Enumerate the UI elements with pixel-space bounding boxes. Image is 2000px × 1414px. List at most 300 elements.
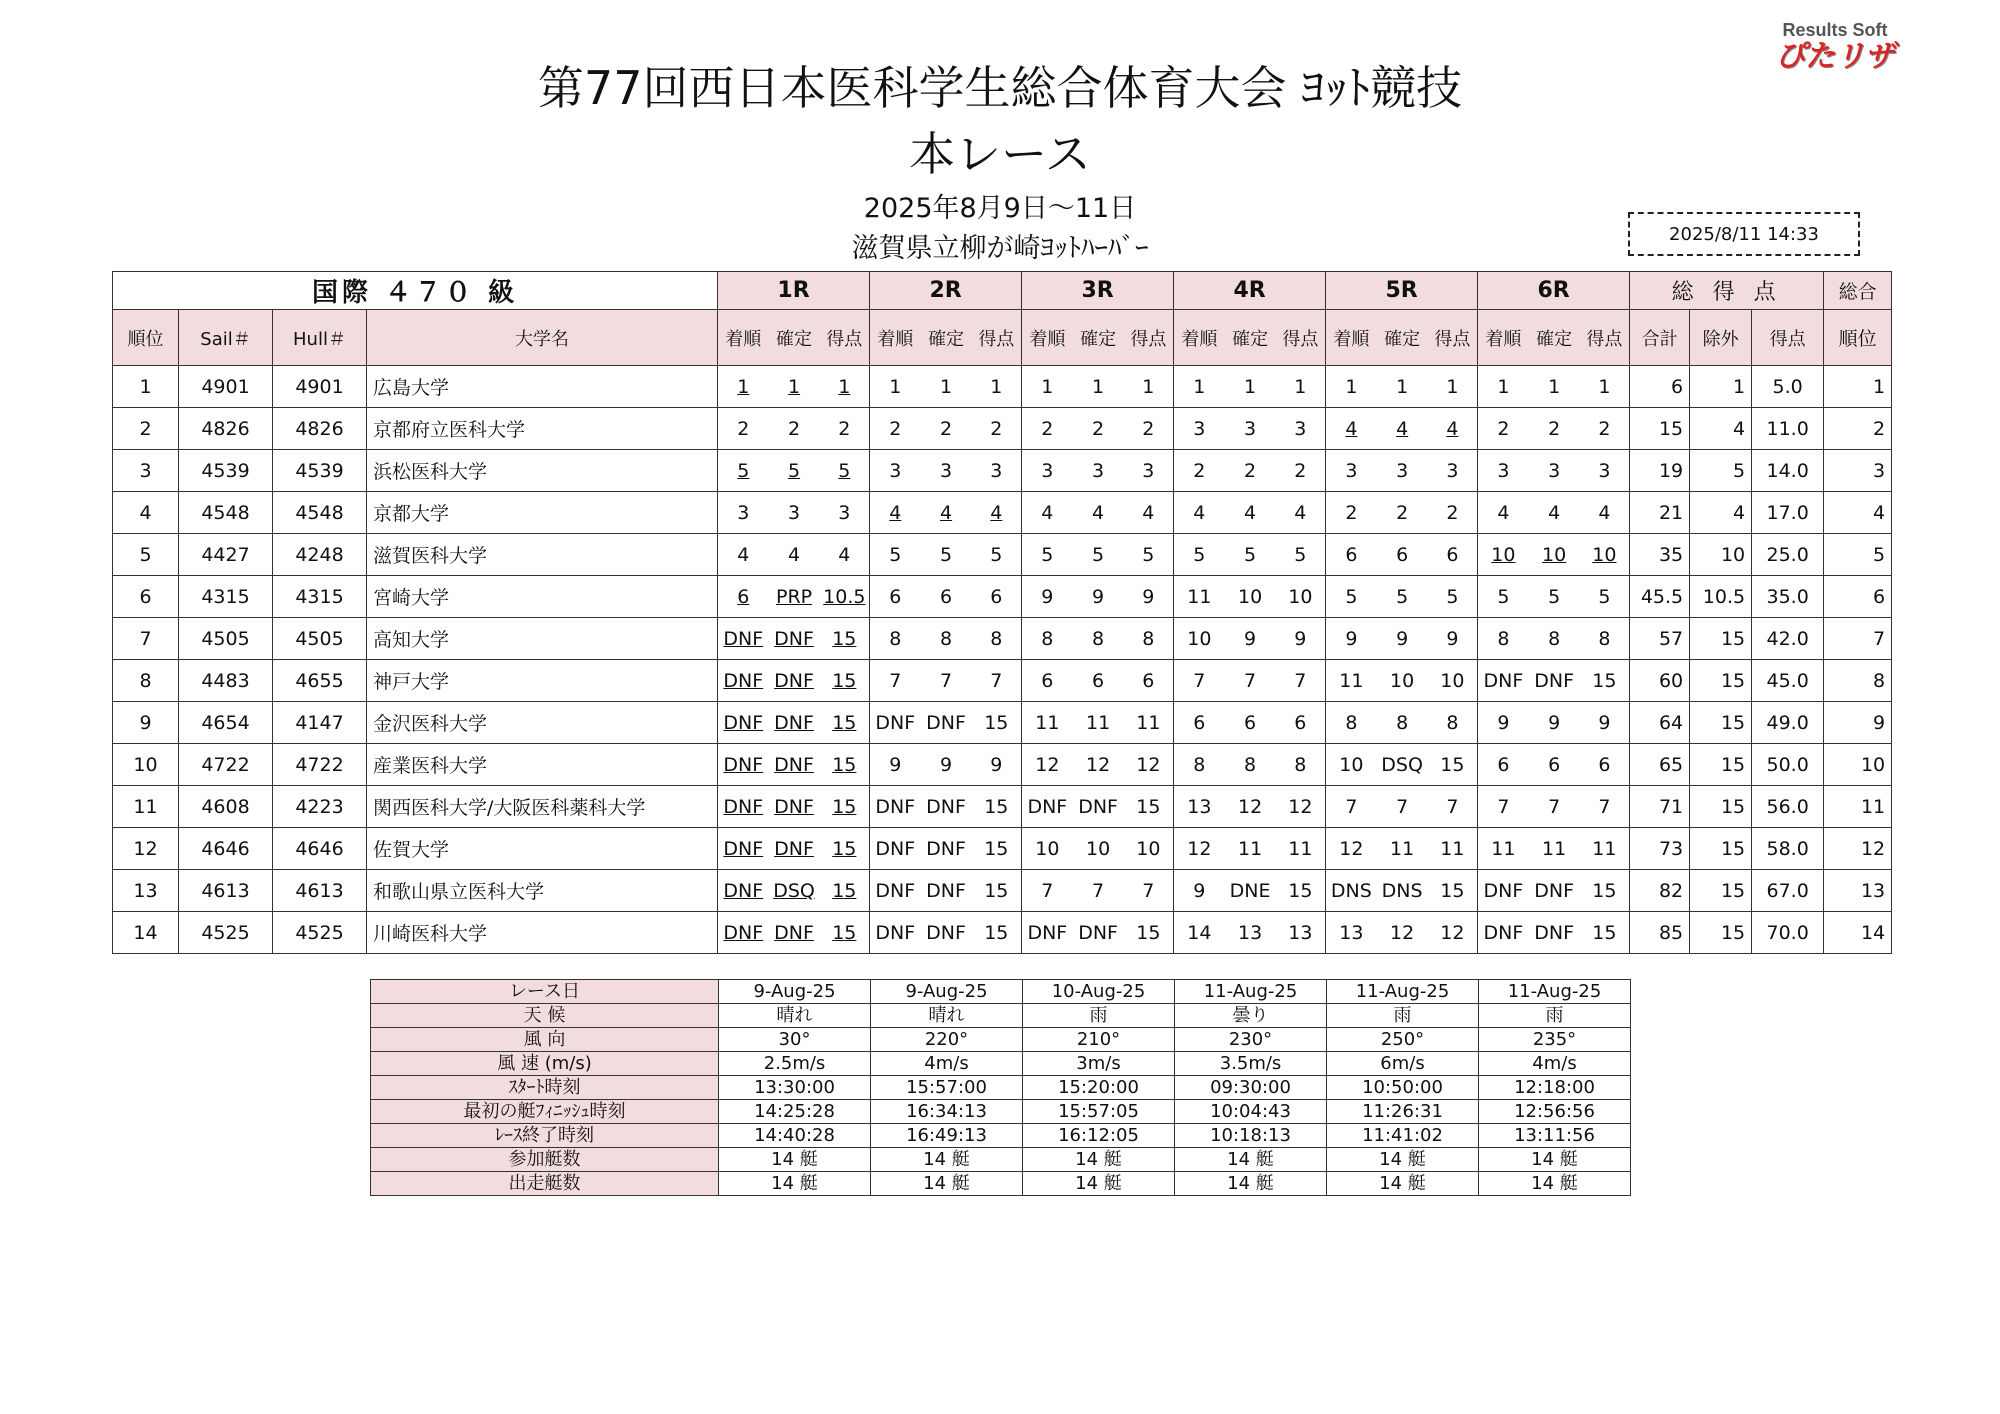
race-5-cell [1326, 744, 1377, 786]
total-cell: 60 [1630, 660, 1690, 702]
race-3-cell [1124, 702, 1174, 744]
university-name-cell: 関西医科大学/大阪医科薬科大学 [367, 786, 718, 828]
race-result-value: 15 [1440, 879, 1465, 902]
race-1-cell [820, 408, 870, 450]
condition-value: 15:57:05 [1023, 1100, 1175, 1124]
race-result-value: 9 [1193, 879, 1206, 902]
university-name-cell: 京都大学 [367, 492, 718, 534]
condition-label: 参加艇数 [371, 1148, 719, 1172]
race-result-value: 9 [1446, 627, 1459, 650]
race-result-value: DNE [1229, 879, 1271, 902]
race-result-value: 5 [1548, 585, 1561, 608]
race-1-cell [820, 366, 870, 408]
overall-rank-cell: 7 [1824, 618, 1892, 660]
race-result-value: 3 [737, 501, 750, 524]
condition-value: 雨 [1023, 1004, 1175, 1028]
table-row [113, 408, 1892, 450]
hull-col-header: Hull＃ [273, 310, 367, 366]
race-result-value: 15 [984, 795, 1009, 818]
sail-number-cell: 4608 [179, 786, 273, 828]
condition-value: 6m/s [1327, 1052, 1479, 1076]
race-result-value: 2 [737, 417, 750, 440]
condition-row [371, 1004, 1631, 1028]
score-cell: 35.0 [1752, 576, 1824, 618]
race-result-value: 10 [1288, 585, 1313, 608]
race-6-cell [1529, 702, 1580, 744]
race-result-value: 7 [1193, 669, 1206, 692]
race-3-cell [1022, 870, 1073, 912]
race-4-cell [1225, 828, 1276, 870]
race-result-value: 1 [737, 375, 750, 398]
rank-cell: 11 [113, 786, 179, 828]
race-2-cell [870, 828, 921, 870]
race-result-value: 15 [984, 711, 1009, 734]
race-result-value: 7 [1345, 795, 1358, 818]
race-2-cell [870, 534, 921, 576]
condition-value: 14 艇 [1327, 1148, 1479, 1172]
condition-value: 13:30:00 [719, 1076, 871, 1100]
race-2-cell [972, 492, 1022, 534]
race-result-value: 1 [1345, 375, 1358, 398]
university-name-cell: 京都府立医科大学 [367, 408, 718, 450]
event-dates: 2025年8月9日～11日 [863, 193, 1137, 224]
race-3-cell [1022, 366, 1073, 408]
race-result-value: 9 [1396, 627, 1409, 650]
race-6-cell [1529, 828, 1580, 870]
race-result-value: 4 [737, 543, 750, 566]
race-result-value: 9 [1041, 585, 1054, 608]
race-result-value: 8 [1446, 711, 1459, 734]
race-5-cell [1326, 702, 1377, 744]
race-1-sub-header: 着順 [718, 310, 769, 366]
race-result-value: 8 [1497, 627, 1510, 650]
race-5-cell [1326, 408, 1377, 450]
race-5-cell [1377, 618, 1428, 660]
hull-number-cell: 4901 [273, 366, 367, 408]
race-6-cell [1478, 660, 1529, 702]
race-result-value: 12 [1440, 921, 1465, 944]
race-3-cell [1022, 534, 1073, 576]
sail-number-cell: 4483 [179, 660, 273, 702]
race-2-cell [972, 828, 1022, 870]
race-2-cell [870, 744, 921, 786]
race-4-sub-header: 着順 [1174, 310, 1225, 366]
race-3-cell [1073, 870, 1124, 912]
race-result-value: 4 [1548, 501, 1561, 524]
race-2-cell [921, 492, 972, 534]
race-6-cell [1529, 450, 1580, 492]
race-3-cell [1022, 786, 1073, 828]
race-conditions-table [370, 979, 1631, 1196]
race-result-value: DNF [1027, 795, 1068, 818]
race-result-value: 6 [1193, 711, 1206, 734]
condition-label: 風 速 (m/s) [371, 1052, 719, 1076]
race-3-cell [1073, 702, 1124, 744]
race-2-cell [870, 870, 921, 912]
race-result-value: 5 [990, 543, 1003, 566]
condition-value: 16:49:13 [871, 1124, 1023, 1148]
race-4-cell [1225, 618, 1276, 660]
race-result-value: 3 [940, 459, 953, 482]
university-name-cell: 佐賀大学 [367, 828, 718, 870]
condition-row [371, 1100, 1631, 1124]
condition-value: 250° [1327, 1028, 1479, 1052]
results-header [113, 272, 1892, 366]
race-5-sub-header: 得点 [1428, 310, 1478, 366]
race-result-value: DNF [926, 879, 966, 902]
overall-rank-cell: 14 [1824, 912, 1892, 954]
race-result-value: 7 [1294, 669, 1307, 692]
race-result-value: 1 [1446, 375, 1459, 398]
condition-value: 晴れ [871, 1004, 1023, 1028]
condition-value: 14 艇 [1479, 1148, 1631, 1172]
race-1-cell [718, 744, 769, 786]
race-header-5: 5R [1326, 272, 1478, 310]
race-3-cell [1124, 576, 1174, 618]
race-result-value: 5 [1497, 585, 1510, 608]
race-result-value: 15 [984, 921, 1009, 944]
race-3-cell [1073, 786, 1124, 828]
race-result-value: 12 [1085, 753, 1111, 776]
race-result-value: 7 [889, 669, 902, 692]
race-2-cell [972, 618, 1022, 660]
race-result-value: 6 [990, 585, 1003, 608]
race-result-value: DNF [926, 921, 966, 944]
race-4-cell [1174, 366, 1225, 408]
condition-row [371, 1172, 1631, 1196]
race-result-value: 15 [984, 879, 1009, 902]
condition-value: 4m/s [1479, 1052, 1631, 1076]
race-result-value: 8 [1092, 627, 1105, 650]
race-6-cell [1529, 366, 1580, 408]
race-result-value: 1 [1396, 375, 1409, 398]
race-result-value: 5 [1294, 543, 1307, 566]
race-result-value: 4 [1193, 501, 1206, 524]
race-result-value: 5 [1193, 543, 1206, 566]
race-result-value: DSQ [1381, 753, 1423, 776]
total-cell: 85 [1630, 912, 1690, 954]
race-result-value: 3 [1598, 459, 1611, 482]
condition-value: 10-Aug-25 [1023, 980, 1175, 1004]
race-result-value: DNF [1483, 879, 1524, 902]
university-name-cell: 広島大学 [367, 366, 718, 408]
race-result-value: DNF [723, 921, 764, 944]
race-1-cell [820, 576, 870, 618]
race-4-sub-header: 得点 [1276, 310, 1326, 366]
race-result-value: 1 [1548, 375, 1561, 398]
total-sub-header: 除外 [1690, 310, 1752, 366]
race-6-cell [1478, 366, 1529, 408]
race-4-cell [1276, 786, 1326, 828]
race-result-value: 11 [1035, 711, 1060, 734]
race-result-value: 8 [940, 627, 953, 650]
condition-value: 16:12:05 [1023, 1124, 1175, 1148]
race-result-value: 12 [1187, 837, 1212, 860]
race-result-value: 13 [1339, 921, 1364, 944]
total-cell: 71 [1630, 786, 1690, 828]
race-result-value: 8 [1598, 627, 1611, 650]
race-result-value: 12 [1035, 753, 1060, 776]
condition-value: 12:56:56 [1479, 1100, 1631, 1124]
race-1-cell [718, 408, 769, 450]
race-result-value: 10 [1390, 669, 1415, 692]
race-result-value: 9 [1244, 627, 1257, 650]
race-result-value: 3 [1497, 459, 1510, 482]
race-6-sub-header: 着順 [1478, 310, 1529, 366]
excluded-cell: 4 [1690, 492, 1752, 534]
total-cell: 73 [1630, 828, 1690, 870]
race-result-value: 4 [1345, 417, 1358, 440]
race-6-cell [1580, 576, 1630, 618]
class-name: 国際 ４７０ 級 [113, 272, 718, 310]
overall-rank-cell: 13 [1824, 870, 1892, 912]
race-result-value: 8 [1142, 627, 1155, 650]
race-5-cell [1326, 912, 1377, 954]
condition-value: 10:04:43 [1175, 1100, 1327, 1124]
race-result-value: DNF [774, 753, 814, 776]
timestamp-box: 2025/8/11 14:33 [1628, 212, 1860, 256]
results-body [113, 366, 1892, 954]
overall-header: 総合 [1824, 272, 1892, 310]
race-6-cell [1478, 450, 1529, 492]
race-result-value: 11 [1592, 837, 1617, 860]
race-3-cell [1073, 576, 1124, 618]
table-row [113, 660, 1892, 702]
race-result-value: 15 [832, 753, 857, 776]
race-1-cell [769, 702, 820, 744]
race-result-value: 2 [940, 417, 953, 440]
overall-rank-cell: 8 [1824, 660, 1892, 702]
race-result-value: 6 [940, 585, 953, 608]
race-2-cell [921, 744, 972, 786]
rank-cell: 13 [113, 870, 179, 912]
race-1-cell [718, 912, 769, 954]
race-4-cell [1276, 618, 1326, 660]
race-result-value: 2 [838, 417, 851, 440]
race-5-cell [1326, 450, 1377, 492]
race-2-cell [921, 786, 972, 828]
excluded-cell: 15 [1690, 660, 1752, 702]
race-result-value: 7 [1142, 879, 1155, 902]
race-result-value: 11 [1339, 669, 1364, 692]
race-result-value: 2 [1446, 501, 1459, 524]
hull-number-cell: 4826 [273, 408, 367, 450]
race-result-value: 3 [1142, 459, 1155, 482]
race-result-value: DNF [723, 711, 764, 734]
race-3-cell [1073, 912, 1124, 954]
race-5-cell [1377, 744, 1428, 786]
race-5-cell [1377, 408, 1428, 450]
race-result-value: 15 [1592, 921, 1617, 944]
sail-number-cell: 4826 [179, 408, 273, 450]
race-result-value: 10.5 [823, 585, 866, 608]
race-result-value: 12 [1390, 921, 1415, 944]
race-result-value: 13 [1238, 921, 1263, 944]
race-3-cell [1073, 660, 1124, 702]
race-2-cell [870, 618, 921, 660]
logo-top-text: Results Soft [1782, 20, 1888, 40]
race-result-value: DNF [1078, 795, 1118, 818]
race-result-value: 12 [1339, 837, 1364, 860]
logo-main-text: ぴたリザ [1775, 39, 1895, 74]
condition-value: 14 艇 [1327, 1172, 1479, 1196]
race-result-value: 15 [832, 921, 857, 944]
excluded-cell: 10 [1690, 534, 1752, 576]
race-2-cell [921, 366, 972, 408]
race-1-cell [820, 660, 870, 702]
race-6-cell [1478, 744, 1529, 786]
table-row [113, 786, 1892, 828]
race-1-cell [769, 870, 820, 912]
race-6-cell [1529, 534, 1580, 576]
race-5-cell [1326, 828, 1377, 870]
condition-label: ｽﾀｰﾄ時刻 [371, 1076, 719, 1100]
race-result-value: 9 [1548, 711, 1561, 734]
rank-cell: 1 [113, 366, 179, 408]
race-header-4: 4R [1174, 272, 1326, 310]
race-3-cell [1124, 786, 1174, 828]
race-4-cell [1276, 408, 1326, 450]
race-result-value: 2 [1294, 459, 1307, 482]
race-4-cell [1276, 450, 1326, 492]
race-result-value: 4 [1092, 501, 1105, 524]
race-2-cell [921, 702, 972, 744]
overall-rank-cell: 9 [1824, 702, 1892, 744]
race-5-cell [1428, 534, 1478, 576]
rank-cell: 6 [113, 576, 179, 618]
race-3-cell [1124, 870, 1174, 912]
race-3-cell [1022, 702, 1073, 744]
race-6-cell [1580, 744, 1630, 786]
rank-cell: 2 [113, 408, 179, 450]
race-2-cell [921, 618, 972, 660]
race-2-cell [921, 408, 972, 450]
race-result-value: DSQ [773, 879, 815, 902]
total-sub-header: 合計 [1630, 310, 1690, 366]
race-3-sub-header: 得点 [1124, 310, 1174, 366]
condition-value: 曇り [1175, 1004, 1327, 1028]
race-2-cell [870, 576, 921, 618]
race-5-cell [1428, 450, 1478, 492]
overall-rank-cell: 3 [1824, 450, 1892, 492]
race-result-value: 6 [1294, 711, 1307, 734]
condition-value: 4m/s [871, 1052, 1023, 1076]
race-result-value: 11 [1390, 837, 1415, 860]
race-6-cell [1580, 618, 1630, 660]
race-result-value: 7 [1396, 795, 1409, 818]
race-6-cell [1580, 366, 1630, 408]
score-cell: 50.0 [1752, 744, 1824, 786]
overall-rank-cell: 4 [1824, 492, 1892, 534]
race-5-cell [1377, 576, 1428, 618]
race-5-cell [1428, 408, 1478, 450]
race-4-cell [1174, 786, 1225, 828]
race-result-value: 5 [1345, 585, 1358, 608]
race-result-value: 15 [832, 795, 857, 818]
race-3-cell [1124, 534, 1174, 576]
race-6-cell [1478, 576, 1529, 618]
score-cell: 17.0 [1752, 492, 1824, 534]
race-result-value: DNF [1483, 669, 1524, 692]
university-name-cell: 産業医科大学 [367, 744, 718, 786]
race-6-sub-header: 確定 [1529, 310, 1580, 366]
race-5-cell [1428, 870, 1478, 912]
race-2-cell [972, 534, 1022, 576]
condition-label: 天 候 [371, 1004, 719, 1028]
race-6-cell [1478, 618, 1529, 660]
race-result-value: 15 [1592, 669, 1617, 692]
race-result-value: DNF [1483, 921, 1524, 944]
overall-rank-cell: 1 [1824, 366, 1892, 408]
total-cell: 35 [1630, 534, 1690, 576]
race-4-cell [1225, 408, 1276, 450]
race-5-cell [1377, 870, 1428, 912]
sail-col-header: Sail＃ [179, 310, 273, 366]
race-5-cell [1428, 786, 1478, 828]
hull-number-cell: 4655 [273, 660, 367, 702]
race-4-cell [1276, 828, 1326, 870]
race-result-value: 11 [1136, 711, 1161, 734]
score-cell: 56.0 [1752, 786, 1824, 828]
rank-cell: 7 [113, 618, 179, 660]
rank-cell: 4 [113, 492, 179, 534]
race-result-value: 5 [1041, 543, 1054, 566]
race-6-cell [1529, 660, 1580, 702]
race-6-cell [1478, 870, 1529, 912]
race-4-cell [1174, 828, 1225, 870]
race-result-value: 2 [1497, 417, 1510, 440]
race-result-value: 15 [832, 669, 857, 692]
race-5-cell [1326, 576, 1377, 618]
race-6-sub-header: 得点 [1580, 310, 1630, 366]
race-result-value: 6 [889, 585, 902, 608]
race-2-cell [921, 912, 972, 954]
race-5-cell [1326, 492, 1377, 534]
race-result-value: 8 [889, 627, 902, 650]
race-3-cell [1124, 912, 1174, 954]
score-cell: 11.0 [1752, 408, 1824, 450]
hull-number-cell: 4646 [273, 828, 367, 870]
race-2-cell [870, 408, 921, 450]
race-5-cell [1428, 366, 1478, 408]
race-2-cell [972, 744, 1022, 786]
race-result-value: 4 [1142, 501, 1155, 524]
race-3-cell [1124, 828, 1174, 870]
race-3-cell [1022, 450, 1073, 492]
race-1-cell [718, 534, 769, 576]
race-result-value: 8 [1041, 627, 1054, 650]
race-1-cell [718, 450, 769, 492]
table-row [113, 828, 1892, 870]
race-result-value: DNF [723, 879, 764, 902]
race-result-value: 7 [1244, 669, 1257, 692]
condition-value: 11:41:02 [1327, 1124, 1479, 1148]
race-1-sub-header: 得点 [820, 310, 870, 366]
race-1-cell [769, 492, 820, 534]
race-3-cell [1124, 744, 1174, 786]
condition-row [371, 1028, 1631, 1052]
race-6-cell [1529, 492, 1580, 534]
race-result-value: 3 [1396, 459, 1409, 482]
race-result-value: DNF [723, 627, 764, 650]
condition-value: 3m/s [1023, 1052, 1175, 1076]
race-3-cell [1022, 912, 1073, 954]
race-result-value: 5 [1092, 543, 1105, 566]
condition-value: 10:18:13 [1175, 1124, 1327, 1148]
rank-col-header: 順位 [113, 310, 179, 366]
race-result-value: 4 [1497, 501, 1510, 524]
overall-rank-cell: 10 [1824, 744, 1892, 786]
